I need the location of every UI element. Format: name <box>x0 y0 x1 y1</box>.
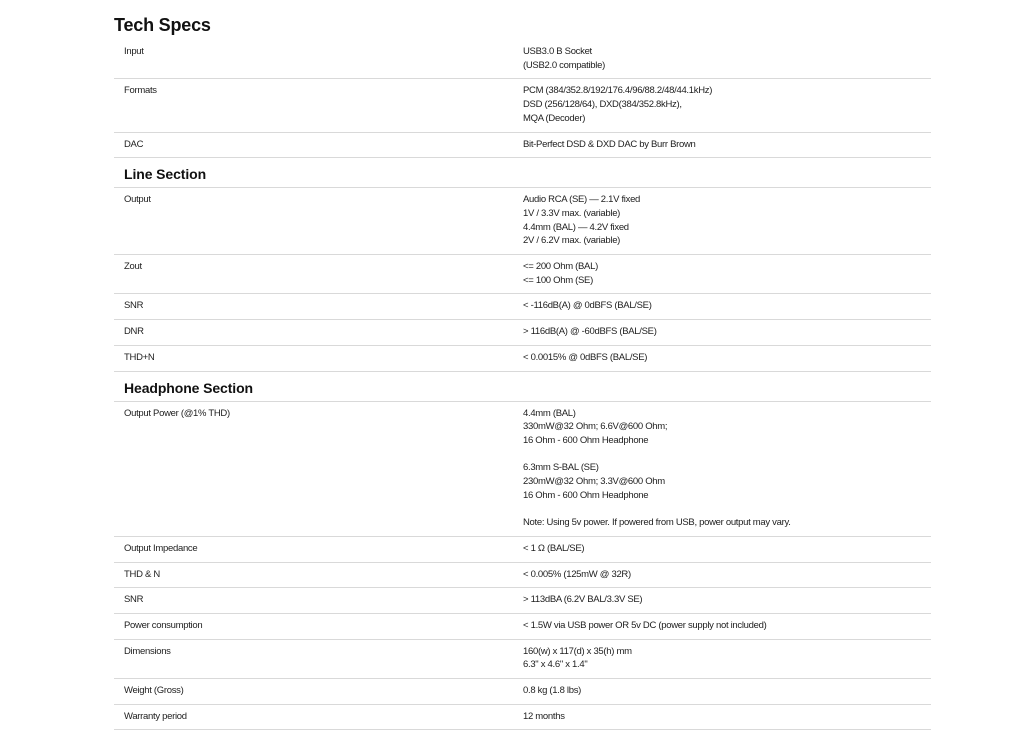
section-title: Headphone Section <box>124 379 253 396</box>
spec-value-line: 330mW@32 Ohm; 6.6V@600 Ohm; <box>523 421 668 433</box>
spec-row <box>114 294 931 320</box>
spec-value-line: <= 200 Ohm (BAL) <box>523 261 598 273</box>
spec-value <box>523 645 931 672</box>
spec-label: SNR <box>124 594 144 606</box>
spec-value-line: 16 Ohm - 600 Ohm Headphone <box>523 489 649 501</box>
spec-value <box>523 684 931 698</box>
spec-row <box>114 402 931 537</box>
spec-row <box>114 320 931 346</box>
spec-value-line: 1V / 3.3V max. (variable) <box>523 207 621 219</box>
spec-row <box>114 346 931 372</box>
spec-row <box>114 188 931 255</box>
spec-value-line: Note: Using 5v power. If powered from USB, power output may vary. <box>523 517 791 529</box>
spec-value-line: < 0.005% (125mW @ 32R) <box>523 568 631 580</box>
spec-label: Zout <box>124 261 142 273</box>
spec-value-line: > 113dBA (6.2V BAL/3.3V SE) <box>523 594 643 606</box>
spec-label: Power consumption <box>124 619 203 631</box>
spec-value-line: 16 Ohm - 600 Ohm Headphone <box>523 434 649 446</box>
spec-value-line: DSD (256/128/64), DXD(384/352.8kHz), <box>523 99 682 111</box>
spec-value-line: USB3.0 B Socket <box>523 46 592 57</box>
spec-value-line: MQA (Decoder) <box>523 112 586 124</box>
spec-value <box>523 568 931 582</box>
section-header <box>114 158 931 188</box>
spec-value <box>523 45 931 72</box>
spec-value-line: 160(w) x 117(d) x 35(h) mm <box>523 645 632 657</box>
spec-value <box>523 299 931 313</box>
spec-label: Weight (Gross) <box>124 685 184 697</box>
spec-row <box>114 705 931 731</box>
spec-value <box>523 407 931 530</box>
spec-row <box>114 537 931 563</box>
spec-row <box>114 563 931 589</box>
spec-value <box>523 593 931 607</box>
page-title: Tech Specs <box>114 15 211 35</box>
spec-value-line: (USB2.0 compatible) <box>523 59 605 71</box>
spec-value-line: 230mW@32 Ohm; 3.3V@600 Ohm <box>523 476 665 488</box>
spec-value-line: 0.8 kg (1.8 lbs) <box>523 685 582 697</box>
spec-value <box>523 193 931 248</box>
spec-row <box>114 133 931 159</box>
spec-value <box>523 619 931 633</box>
spec-label: Dimensions <box>124 645 171 657</box>
spec-value-line: 6.3mm S-BAL (SE) <box>523 462 599 474</box>
spec-value <box>523 542 931 556</box>
specs-table <box>114 40 931 730</box>
spec-value-line: 12 months <box>523 710 565 722</box>
spec-label: Output Power (@1% THD) <box>124 407 230 419</box>
spec-value-line: 4.4mm (BAL) — 4.2V fixed <box>523 221 629 233</box>
spec-row <box>114 679 931 705</box>
spec-label: Warranty period <box>124 710 187 722</box>
spec-label: DAC <box>124 138 144 150</box>
spec-row <box>114 640 931 679</box>
spec-label: THD+N <box>124 351 155 363</box>
spec-value <box>523 260 931 287</box>
spec-value-line: < 0.0015% @ 0dBFS (BAL/SE) <box>523 351 648 363</box>
spec-value-line: Audio RCA (SE) — 2.1V fixed <box>523 194 641 206</box>
spec-value-line: < 1.5W via USB power OR 5v DC (power supply not included) <box>523 619 767 631</box>
spec-value-line: 2V / 6.2V max. (variable) <box>523 235 621 247</box>
spec-value-line: PCM (384/352.8/192/176.4/96/88.2/48/44.1kHz) <box>523 85 713 97</box>
spec-value <box>523 138 931 152</box>
spec-value <box>523 84 931 125</box>
spec-value-line <box>523 448 931 462</box>
section-header <box>114 372 931 402</box>
spec-value-line: > 116dB(A) @ -60dBFS (BAL/SE) <box>523 326 657 338</box>
spec-value <box>523 325 931 339</box>
spec-value-line: < -116dB(A) @ 0dBFS (BAL/SE) <box>523 300 652 312</box>
spec-label: Formats <box>124 85 157 97</box>
spec-row <box>114 255 931 294</box>
spec-value <box>523 710 931 724</box>
spec-value-line <box>523 502 931 516</box>
spec-row <box>114 40 931 79</box>
spec-label: Output Impedance <box>124 542 198 554</box>
spec-row <box>114 614 931 640</box>
spec-value-line: 4.4mm (BAL) <box>523 407 576 419</box>
spec-value <box>523 351 931 365</box>
spec-value-line: Bit-Perfect DSD & DXD DAC by Burr Brown <box>523 138 696 150</box>
spec-label: Input <box>124 46 144 57</box>
spec-value-line: < 1 Ω (BAL/SE) <box>523 542 585 554</box>
spec-label: Output <box>124 194 151 206</box>
spec-value-line: 6.3" x 4.6" x 1.4" <box>523 659 588 671</box>
spec-label: SNR <box>124 300 144 312</box>
spec-label: THD & N <box>124 568 160 580</box>
spec-value-line: <= 100 Ohm (SE) <box>523 274 593 286</box>
spec-row <box>114 79 931 132</box>
spec-row <box>114 588 931 614</box>
section-title: Line Section <box>124 166 207 183</box>
spec-label: DNR <box>124 326 144 338</box>
